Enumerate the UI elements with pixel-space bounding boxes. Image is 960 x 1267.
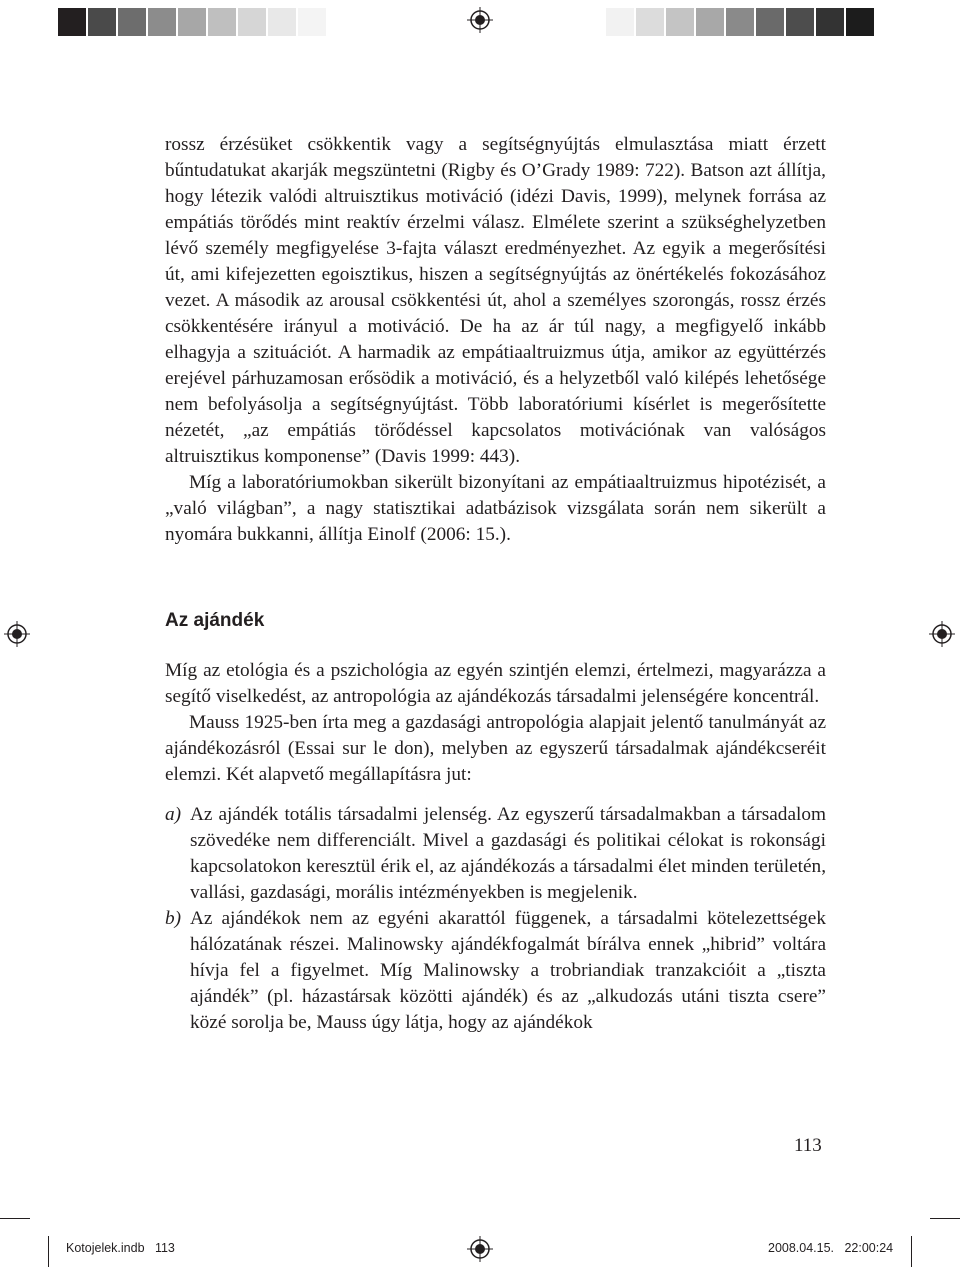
color-swatch	[696, 8, 724, 36]
color-swatch	[816, 8, 844, 36]
color-swatch	[756, 8, 784, 36]
list-item	[165, 802, 826, 906]
color-swatch	[298, 8, 326, 36]
registration-mark-icon	[467, 1236, 493, 1262]
slug-timestamp: 2008.04.15. 22:00:24	[768, 1241, 894, 1255]
color-swatch	[726, 8, 754, 36]
paragraph: Míg a laboratóriumokban sikerült bizonyítani az empátiaaltruizmus hipotézisét, a „való világban”, a nagy statisztikai adatbázisok vizsgálata során nem sikerült a nyomára bukkanni, állítja Einolf (2006: 15.).	[165, 472, 826, 545]
color-swatch	[268, 8, 296, 36]
paragraph: Míg az etológia és a pszichológia az egyén szintjén elemzi, értelmezi, magyarázza a segítő viselkedést, az antropológia az ajándékozás társadalmi jelenségére koncentrál.	[165, 660, 826, 707]
color-swatch	[118, 8, 146, 36]
body-section-one	[165, 132, 826, 548]
list-item-text: Az ajándékok nem az egyéni akarattól függenek, a társadalmi kötelezettségek hálózatának részei. Malinowsky ajándékfogalmát bírálva ennek „hibrid” voltára hívja fel a figyelmet. Míg Malinowsky a trobriandiak tranzakcióit a „tiszta ajándék” (pl. házastársak közötti ajándék) és az „alkudozás utáni tiszta csere” közé sorolja be, Mauss úgy látja, hogy az ajándékok	[190, 908, 826, 1033]
registration-mark-icon	[467, 7, 493, 33]
registration-mark-icon	[929, 621, 955, 647]
color-swatch	[148, 8, 176, 36]
list-item	[165, 906, 826, 1036]
body-section-two	[165, 658, 826, 1036]
crop-mark	[48, 1236, 49, 1267]
crop-mark	[0, 1218, 30, 1219]
color-swatch	[786, 8, 814, 36]
slug-file: Kotojelek.indb 113	[66, 1241, 175, 1255]
crop-mark	[930, 1218, 960, 1219]
list-marker: a)	[165, 804, 182, 825]
color-swatch	[636, 8, 664, 36]
registration-mark-icon	[4, 621, 30, 647]
color-bar-left	[58, 8, 328, 36]
color-bar-right	[606, 8, 876, 36]
list-item-text: Az ajándék totális társadalmi jelenség. Az egyszerű társadalmakban a társadalom szövedéke nem differenciált. Mivel a gazdasági és politikai célokat is rokonsági kapcsolatokon keresztül érik el, az ajándékozás a társadalmi élet minden területén, vallási, gazdasági, morális intézményekben is megjelenik.	[190, 804, 827, 903]
color-swatch	[846, 8, 874, 36]
paragraph: rossz érzésüket csökkentik vagy a segítségnyújtás elmulasztása miatt érzett bűntudatukat akarják megszüntetni (Rigby és O’Grady 1989: 722). Batson azt állítja, hogy létezik valódi altruisztikus motiváció (idézi Davis, 1999), melynek forrása az empátiás törődés mint reaktív érzelmi válasz. Elmélete szerint a szükséghelyzetben lévő személy megfigyelése 3-fajta választ eredményezhet. Az egyik a megerősítési út, ami kifejezetten egoisztikus, hiszen a segítségnyújtás az önértékelés fokozásához vezet. A második az arousal csökkentési út, ahol a személyes szorongás, rossz érzés csökkentésére irányul a motiváció. De ha az ár túl nagy, a megfigyelő inkább elhagyja a szituációt. A harmadik az empátiaaltruizmus útja, amikor az együttérzés erejével párhuzamosan erősödik a motiváció, és a helyzetből való kilépés lehetősége nem befolyásolja a segítségnyújtást. Több laboratóriumi kísérlet is megerősítette nézetét, „az empátiás törődéssel kapcsolatos motivációnak van valóságos altruisztikus komponense” (Davis 1999: 443).	[165, 134, 826, 467]
color-swatch	[88, 8, 116, 36]
color-swatch	[666, 8, 694, 36]
list-marker: b)	[165, 908, 182, 929]
list	[165, 802, 826, 1036]
crop-mark	[911, 1236, 912, 1267]
color-swatch	[208, 8, 236, 36]
section-heading: Az ajándék	[165, 610, 265, 631]
page-number: 113	[794, 1135, 822, 1156]
color-swatch	[58, 8, 86, 36]
color-swatch	[606, 8, 634, 36]
color-swatch	[178, 8, 206, 36]
color-swatch	[238, 8, 266, 36]
paragraph: Mauss 1925-ben írta meg a gazdasági antropológia alapjait jelentő tanulmányát az ajándékozásról (Essai sur le don), melyben az egyszerű társadalmak ajándékcseréit elemzi. Két alapvető megállapításra jut:	[165, 712, 826, 785]
